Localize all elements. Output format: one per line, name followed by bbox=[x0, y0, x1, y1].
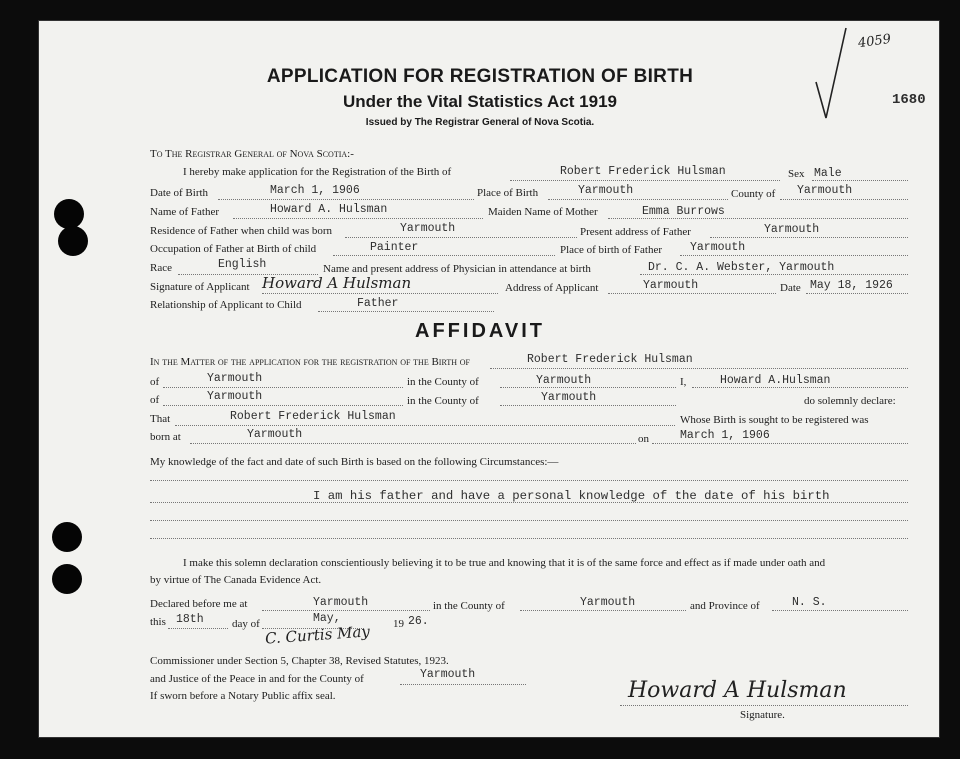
county-label: County of bbox=[731, 188, 776, 200]
present-addr-line bbox=[710, 237, 908, 238]
intro-label: I hereby make application for the Registration of the Birth of bbox=[183, 166, 452, 178]
matter-name: Robert Frederick Hulsman bbox=[527, 353, 693, 366]
circumstance-line bbox=[150, 480, 908, 481]
justice-county-line bbox=[400, 684, 526, 685]
year-prefix: 19 bbox=[393, 618, 404, 630]
applicant-addr-value: Yarmouth bbox=[643, 279, 699, 292]
mother-line bbox=[608, 218, 908, 219]
sig-label: Signature of Applicant bbox=[150, 281, 250, 293]
punch-hole bbox=[52, 564, 82, 594]
affidavit-heading: AFFIDAVIT bbox=[415, 320, 545, 342]
residence-line bbox=[345, 237, 577, 238]
matter-label: In the Matter of the application for the registration of the Birth of bbox=[150, 356, 470, 368]
child-name-line bbox=[510, 180, 780, 181]
declared-label: Declared before me at bbox=[150, 598, 248, 610]
signature-line bbox=[620, 705, 908, 706]
on-label: on bbox=[638, 433, 649, 445]
notary-line: If sworn before a Notary Public affix seal. bbox=[150, 690, 336, 702]
county1-value: Yarmouth bbox=[536, 374, 592, 387]
pob-label: Place of Birth bbox=[477, 187, 539, 199]
page-subtitle: Under the Vital Statistics Act 1919 bbox=[343, 92, 617, 111]
father-label: Name of Father bbox=[150, 206, 220, 218]
solemn-line-1: I make this solemn declaration conscientiously believing it to be true and knowing that it is of the same force and effect as if made under oath and bbox=[183, 557, 826, 569]
sex-line bbox=[812, 180, 908, 181]
county-value: Yarmouth bbox=[797, 184, 853, 197]
on-value: March 1, 1906 bbox=[680, 429, 770, 442]
justice-line: and Justice of the Peace in and for the County of bbox=[150, 673, 364, 685]
year-value: 26. bbox=[408, 615, 429, 628]
whose-label: Whose Birth is sought to be registered was bbox=[680, 414, 869, 426]
day-of-label: day of bbox=[232, 618, 260, 630]
circumstance-line bbox=[150, 538, 908, 539]
date-line bbox=[806, 293, 908, 294]
county1-line bbox=[500, 387, 676, 388]
occupation-line bbox=[333, 255, 555, 256]
county1-label: in the County of bbox=[407, 376, 479, 388]
pob-line bbox=[548, 199, 728, 200]
corner-number-right: 1680 bbox=[892, 92, 926, 108]
date-label: Date bbox=[780, 282, 801, 294]
this-label: this bbox=[150, 616, 166, 628]
relationship-label: Relationship of Applicant to Child bbox=[150, 299, 302, 311]
father-pob-value: Yarmouth bbox=[690, 241, 746, 254]
solemn-line-2: by virtue of The Canada Evidence Act. bbox=[150, 574, 322, 586]
of2-line bbox=[163, 405, 403, 406]
i-label: I, bbox=[680, 376, 687, 388]
of1-label: of bbox=[150, 376, 160, 388]
dob-value: March 1, 1906 bbox=[270, 184, 360, 197]
on-line bbox=[652, 443, 908, 444]
occupation-label: Occupation of Father at Birth of child bbox=[150, 243, 317, 255]
applicant-addr-label: Address of Applicant bbox=[505, 282, 599, 294]
commissioner-line: Commissioner under Section 5, Chapter 38, Revised Statutes, 1923. bbox=[150, 655, 449, 667]
page-title: APPLICATION FOR REGISTRATION OF BIRTH bbox=[266, 66, 694, 87]
born-value: Yarmouth bbox=[247, 428, 303, 441]
applicant-signature: Howard A Hulsman bbox=[262, 274, 412, 292]
child-name: Robert Frederick Hulsman bbox=[560, 165, 726, 178]
province-value: N. S. bbox=[792, 596, 827, 609]
signature-label: Signature. bbox=[740, 709, 785, 721]
circumstances-text: I am his father and have a personal knowledge of the date of his birth bbox=[313, 489, 830, 503]
county2-value: Yarmouth bbox=[541, 391, 597, 404]
punch-hole bbox=[54, 199, 84, 229]
circumstance-line bbox=[150, 520, 908, 521]
mother-label: Maiden Name of Mother bbox=[488, 206, 598, 218]
relationship-line bbox=[318, 311, 494, 312]
of2-value: Yarmouth bbox=[207, 390, 263, 403]
father-value: Howard A. Hulsman bbox=[270, 203, 388, 216]
justice-county-value: Yarmouth bbox=[420, 668, 476, 681]
county-line bbox=[780, 199, 908, 200]
present-addr-value: Yarmouth bbox=[764, 223, 820, 236]
i-name: Howard A.Hulsman bbox=[720, 374, 831, 387]
day-line bbox=[168, 628, 228, 629]
matter-line bbox=[490, 368, 908, 369]
applicant-addr-line bbox=[608, 293, 776, 294]
physician-line bbox=[640, 274, 908, 275]
sex-label: Sex bbox=[788, 168, 805, 180]
to-line: To The Registrar General of Nova Scotia:- bbox=[150, 148, 354, 160]
born-line bbox=[190, 443, 636, 444]
i-line bbox=[692, 387, 908, 388]
sex-value: Male bbox=[814, 167, 842, 180]
dob-label: Date of Birth bbox=[150, 187, 209, 199]
declared-line bbox=[262, 610, 430, 611]
month-value: May, bbox=[313, 612, 341, 625]
of1-line bbox=[163, 387, 403, 388]
father-pob-line bbox=[680, 255, 908, 256]
punch-hole bbox=[58, 226, 88, 256]
day-value: 18th bbox=[176, 613, 204, 626]
physician-label: Name and present address of Physician in attendance at birth bbox=[323, 263, 591, 275]
residence-value: Yarmouth bbox=[400, 222, 456, 235]
corner-number-top: 4059 bbox=[857, 31, 892, 52]
decl-county-value: Yarmouth bbox=[580, 596, 636, 609]
issued-by: Issued by The Registrar General of Nova Scotia. bbox=[365, 117, 595, 128]
sig-line bbox=[262, 293, 498, 294]
residence-label: Residence of Father when child was born bbox=[150, 225, 333, 237]
race-label: Race bbox=[150, 262, 172, 274]
pob-value: Yarmouth bbox=[578, 184, 634, 197]
decl-county-label: in the County of bbox=[433, 600, 505, 612]
province-line bbox=[772, 610, 908, 611]
county2-label: in the County of bbox=[407, 395, 479, 407]
race-value: English bbox=[218, 258, 267, 271]
of1-value: Yarmouth bbox=[207, 372, 263, 385]
of2-label: of bbox=[150, 394, 160, 406]
occupation-value: Painter bbox=[370, 241, 419, 254]
commissioner-signature: C. Curtis May bbox=[264, 622, 371, 648]
relationship-value: Father bbox=[357, 297, 399, 310]
date-value: May 18, 1926 bbox=[810, 279, 893, 292]
father-line bbox=[233, 218, 483, 219]
physician-value: Dr. C. A. Webster, Yarmouth bbox=[648, 261, 835, 274]
that-name: Robert Frederick Hulsman bbox=[230, 410, 396, 423]
born-label: born at bbox=[150, 431, 181, 443]
deponent-signature: Howard A Hulsman bbox=[628, 678, 847, 703]
present-addr-label: Present address of Father bbox=[580, 226, 691, 238]
province-label: and Province of bbox=[690, 600, 760, 612]
dob-line bbox=[218, 199, 474, 200]
that-label: That bbox=[150, 413, 171, 425]
decl-county-line bbox=[520, 610, 686, 611]
county2-line bbox=[500, 405, 676, 406]
punch-hole bbox=[52, 522, 82, 552]
that-line bbox=[175, 425, 675, 426]
declare-label: do solemnly declare: bbox=[804, 395, 896, 407]
knowledge-label: My knowledge of the fact and date of such Birth is based on the following Circumstances:— bbox=[150, 456, 559, 468]
mother-value: Emma Burrows bbox=[642, 205, 725, 218]
declared-value: Yarmouth bbox=[313, 596, 369, 609]
father-pob-label: Place of birth of Father bbox=[560, 244, 663, 256]
